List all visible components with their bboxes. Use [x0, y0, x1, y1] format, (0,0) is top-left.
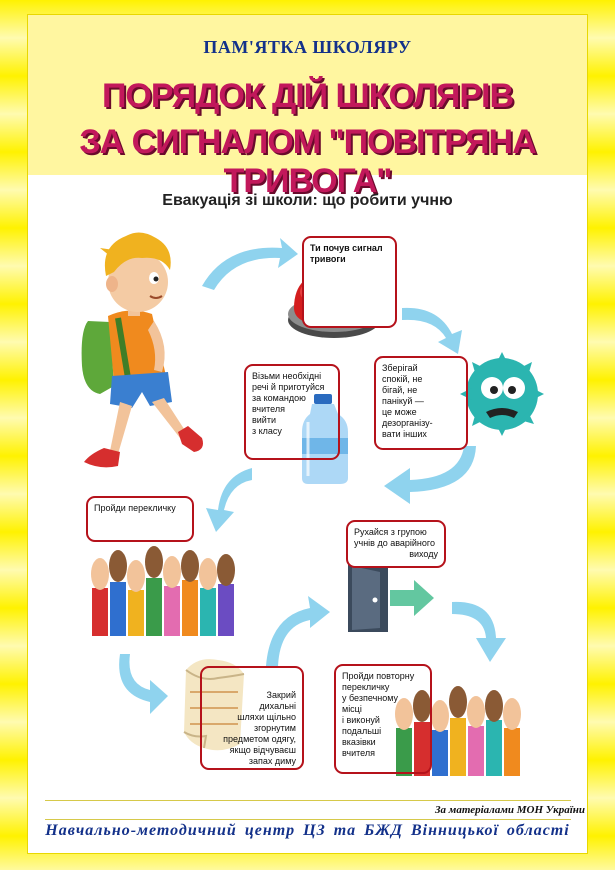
step-6-line-3: шляхи щільно	[237, 712, 296, 722]
raised-hands-illustration	[86, 528, 236, 636]
step-5-line-2: учнів до аварійного	[354, 538, 435, 548]
source-credit: За матеріалами МОН України	[434, 804, 585, 816]
poster-title-line1: ПОРЯДОК ДІЙ ШКОЛЯРІВ	[101, 77, 514, 115]
step-2-line-1: Зберігай	[382, 363, 418, 373]
step-7-line-3: у безпечному	[342, 693, 399, 703]
step-7-line-4: місці	[342, 704, 362, 714]
footer-divider	[45, 819, 571, 820]
step-card-7	[334, 664, 432, 774]
step-7-line-7: вказівки	[342, 737, 376, 747]
step-2-line-4: панікуй —	[382, 396, 424, 406]
step-2-line-6: дезорганізу-	[382, 418, 433, 428]
flow-arrow-6	[110, 650, 172, 720]
flow-arrow-5	[448, 592, 508, 666]
step-4-line-1: Пройди перекличку	[94, 503, 176, 513]
step-3-line-1: Візьми необхідні	[252, 371, 322, 381]
step-card-6	[200, 666, 304, 770]
exit-door-illustration	[344, 560, 436, 634]
footer-divider-top	[45, 800, 571, 801]
step-6-line-2: дихальні	[259, 701, 296, 711]
step-7-line-8: вчителя	[342, 748, 375, 758]
step-2-line-2: спокій, не	[382, 374, 423, 384]
anxious-monster-illustration	[456, 348, 548, 440]
flow-arrow-7	[258, 590, 332, 670]
step-7-line-2: перекличку	[342, 682, 390, 692]
step-3-line-4: вчителя	[252, 404, 285, 414]
step-card-2	[374, 356, 468, 450]
step-card-3	[244, 364, 340, 460]
organization-footer: Навчально-методичний центр ЦЗ та БЖД Вінницької області	[45, 822, 570, 839]
step-card-5	[346, 520, 446, 568]
step-3-line-3: за командою	[252, 393, 306, 403]
step-2-line-3: бігай, не	[382, 385, 418, 395]
poster-overline: ПАМ'ЯТКА ШКОЛЯРУ	[203, 37, 412, 57]
step-5-line-1: Рухайся з групою	[354, 527, 427, 537]
step-7-line-5: і виконуй	[342, 715, 380, 725]
step-6-line-7: запах диму	[248, 756, 296, 766]
step-3-line-6: з класу	[252, 426, 282, 436]
step-6-line-4: згорнутим	[253, 723, 296, 733]
step-1-line-2: тривоги	[310, 254, 346, 264]
flow-arrow-4	[200, 462, 256, 536]
header-band	[28, 15, 587, 200]
step-3-line-2: речі й приготуйся	[252, 382, 325, 392]
step-2-line-7: вати інших	[382, 429, 427, 439]
flow-arrow-1	[196, 234, 300, 294]
step-card-4	[86, 496, 194, 542]
step-6-line-6: якщо відчуваєш	[229, 745, 296, 755]
step-6-line-1: Закрий	[266, 690, 296, 700]
flow-arrow-2	[398, 300, 468, 356]
step-7-line-1: Пройди повторну	[342, 671, 415, 681]
step-7-line-6: подальші	[342, 726, 382, 736]
step-5-line-3: виходу	[409, 549, 438, 559]
step-2-line-5: це може	[382, 407, 417, 417]
step-6-line-5: предметом одягу,	[223, 734, 296, 744]
section-subtitle: Евакуація зі школи: що робити учню	[162, 192, 453, 209]
step-card-1	[302, 236, 397, 328]
step-1-line-1: Ти почув сигнал	[310, 243, 383, 253]
flow-arrow-3	[380, 442, 480, 508]
poster-title-line2: ЗА СИГНАЛОМ "ПОВІТРЯНА ТРИВОГА"	[79, 123, 536, 200]
step-3-line-5: вийти	[252, 415, 276, 425]
